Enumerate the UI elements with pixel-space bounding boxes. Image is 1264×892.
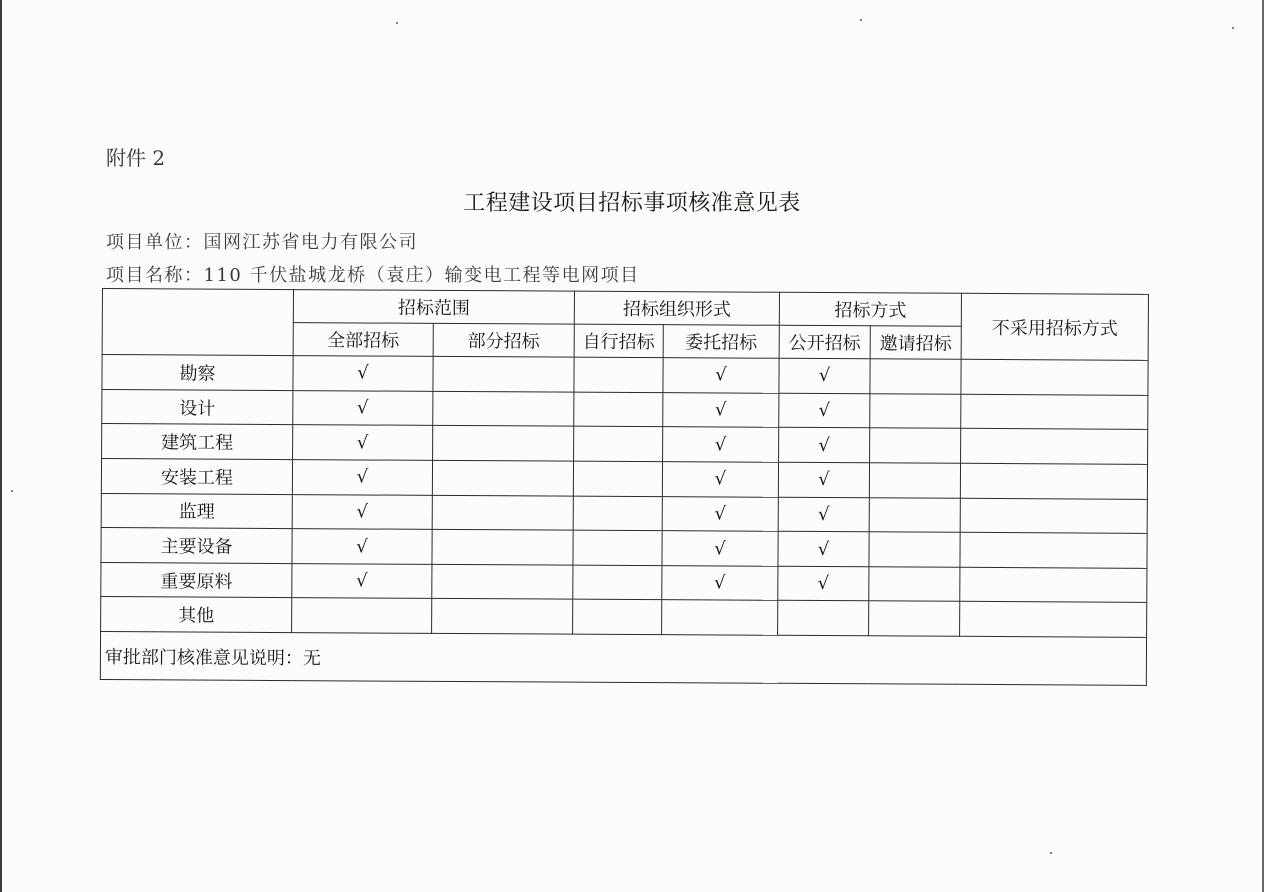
scan-speck (1050, 852, 1052, 854)
cell-public: √ (779, 428, 870, 463)
cell-self (573, 496, 662, 531)
document-title: 工程建设项目招标事项核准意见表 (463, 191, 801, 216)
cell-full (292, 598, 432, 633)
cell-not-adopted (961, 429, 1148, 465)
cell-full: √ (293, 356, 433, 391)
cell-self (574, 357, 663, 392)
cell-self (573, 461, 662, 496)
cell-not-adopted (961, 394, 1148, 430)
cell-invited (869, 532, 960, 567)
cell-invited (869, 567, 960, 602)
subheader-public: 公开招标 (779, 325, 870, 359)
cell-public: √ (779, 358, 870, 393)
cell-public: √ (778, 462, 869, 497)
cell-partial (432, 460, 573, 495)
cell-full: √ (292, 563, 432, 598)
cell-entrusted: √ (663, 427, 779, 462)
table-row (101, 528, 1147, 568)
cell-invited (869, 497, 960, 532)
table-row (101, 562, 1147, 602)
scan-speck (1232, 27, 1234, 29)
cell-public: √ (779, 393, 870, 428)
group-header-method: 招标方式 (779, 292, 961, 326)
cell-invited (870, 359, 961, 394)
row-item-label: 主要设备 (101, 528, 292, 564)
cell-partial (432, 599, 573, 634)
scan-speck (396, 22, 398, 24)
approval-table (100, 288, 1149, 686)
subheader-full: 全部招标 (293, 322, 433, 356)
table-row (102, 424, 1148, 464)
cell-not-adopted (960, 602, 1147, 638)
scan-speck (11, 490, 13, 492)
approval-note: 审批部门核准意见说明：无 (100, 632, 1146, 686)
cell-full: √ (292, 460, 432, 495)
cell-entrusted: √ (663, 392, 779, 427)
cell-partial (432, 530, 573, 565)
header-not-adopted: 不采用招标方式 (961, 293, 1148, 360)
cell-not-adopted (960, 567, 1147, 603)
cell-self (574, 427, 663, 462)
cell-partial (432, 495, 573, 530)
table-row (101, 493, 1147, 533)
cell-invited (869, 463, 960, 498)
cell-entrusted: √ (662, 496, 778, 531)
cell-partial (433, 357, 574, 392)
cell-entrusted (662, 600, 778, 635)
project-name: 项目名称：110 千伏盐城龙桥（袁庄）输变电工程等电网项目 (106, 265, 640, 286)
table-row (101, 597, 1147, 637)
cell-invited (870, 394, 961, 429)
subheader-partial: 部分招标 (433, 323, 574, 357)
cell-partial (433, 391, 574, 426)
project-unit: 项目单位：国网江苏省电力有限公司 (106, 232, 418, 253)
cell-public: √ (778, 566, 869, 601)
cell-self (574, 392, 663, 427)
item-header-cell (102, 289, 293, 356)
cell-full: √ (293, 425, 433, 460)
row-item-label: 监理 (101, 493, 292, 529)
cell-full: √ (292, 529, 432, 564)
row-item-label: 建筑工程 (102, 424, 293, 460)
group-header-organization: 招标组织形式 (574, 291, 779, 325)
subheader-invited: 邀请招标 (870, 325, 961, 359)
cell-self (573, 565, 662, 600)
cell-partial (432, 564, 573, 599)
table-row (102, 389, 1148, 429)
table-row (102, 355, 1148, 395)
subheader-entrusted: 委托招标 (663, 324, 779, 358)
cell-public: √ (778, 531, 869, 566)
cell-not-adopted (960, 498, 1147, 534)
cell-entrusted: √ (662, 462, 778, 497)
row-item-label: 重要原料 (101, 562, 292, 598)
attachment-label: 附件 2 (106, 146, 166, 170)
cell-partial (433, 426, 574, 461)
group-header-scope: 招标范围 (293, 290, 574, 324)
row-item-label: 设计 (102, 389, 293, 425)
cell-public: √ (778, 497, 869, 532)
page-edge-left (0, 0, 2, 892)
row-item-label: 其他 (101, 597, 292, 633)
scan-speck (860, 19, 862, 21)
cell-not-adopted (960, 463, 1147, 499)
cell-not-adopted (960, 533, 1147, 569)
cell-entrusted: √ (662, 565, 778, 600)
cell-self (573, 530, 662, 565)
cell-not-adopted (961, 359, 1148, 395)
cell-full: √ (293, 390, 433, 425)
subheader-self: 自行招标 (574, 324, 663, 358)
cell-invited (869, 601, 960, 636)
cell-full: √ (292, 494, 432, 529)
cell-entrusted: √ (662, 531, 778, 566)
cell-public (778, 601, 869, 636)
table-row (101, 459, 1147, 499)
cell-invited (870, 428, 961, 463)
row-item-label: 安装工程 (101, 459, 292, 495)
cell-entrusted: √ (663, 358, 779, 393)
row-item-label: 勘察 (102, 355, 293, 391)
cell-self (573, 600, 662, 635)
